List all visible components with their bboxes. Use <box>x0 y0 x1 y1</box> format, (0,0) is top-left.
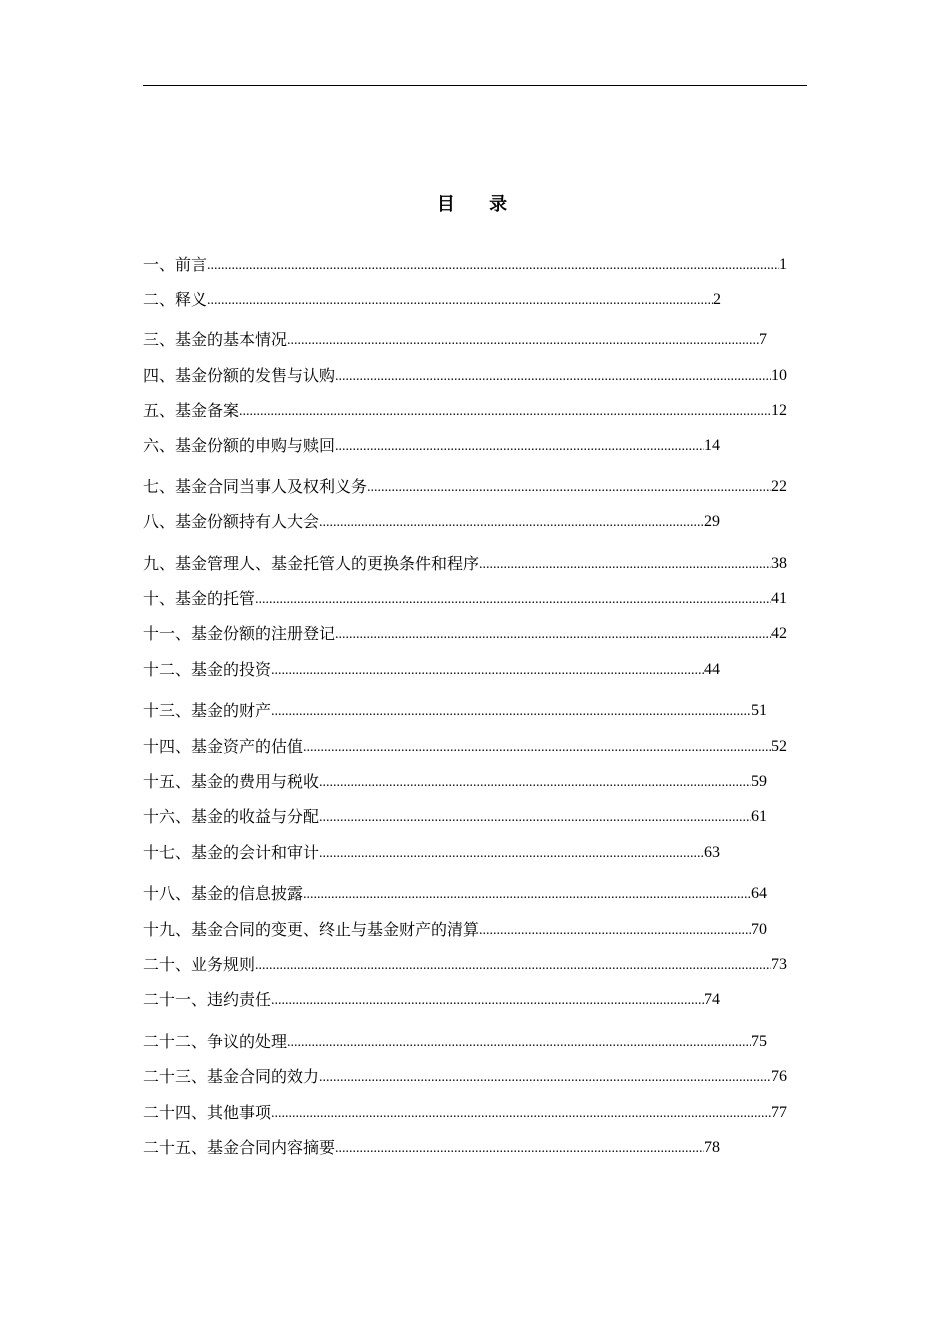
toc-entry[interactable] <box>143 880 767 904</box>
toc-entry[interactable] <box>143 1063 787 1087</box>
toc-entry-label: 二十四、其他事项 <box>143 1103 272 1122</box>
toc-entry-label: 九、基金管理人、基金托管人的更换条件和程序 <box>143 554 480 573</box>
toc-entry[interactable] <box>143 397 787 421</box>
toc-leader <box>319 845 704 863</box>
toc-leader <box>479 922 751 940</box>
toc-leader <box>239 403 771 421</box>
toc-leader <box>319 809 751 827</box>
toc-entry-label: 五、基金备案 <box>143 401 240 420</box>
toc-entry-page: 29 <box>704 513 720 530</box>
toc-entry[interactable] <box>143 508 720 532</box>
toc-entry-page: 77 <box>771 1104 787 1121</box>
toc-entry-page: 12 <box>771 402 787 419</box>
toc-entry-page: 73 <box>771 956 787 973</box>
toc-entry-label: 二十、业务规则 <box>143 955 256 974</box>
toc-entry-label: 一、前言 <box>143 255 208 274</box>
toc-entry-label: 六、基金份额的申购与赎回 <box>143 436 336 455</box>
toc-entry[interactable] <box>143 1099 787 1123</box>
toc-leader <box>335 1140 704 1158</box>
toc-entry-page: 51 <box>751 702 767 719</box>
toc-entry[interactable] <box>143 951 787 975</box>
toc-entry[interactable] <box>143 1028 767 1052</box>
toc-entry-label: 十七、基金的会计和审计 <box>143 843 320 862</box>
toc-entry-label: 二十五、基金合同内容摘要 <box>143 1138 336 1157</box>
toc-entry[interactable] <box>143 473 787 497</box>
toc-entry[interactable] <box>143 839 720 863</box>
toc-entry-page: 2 <box>713 291 721 308</box>
toc-entry-label: 八、基金份额持有人大会 <box>143 512 320 531</box>
toc-leader <box>335 368 771 386</box>
toc-entry-label: 二、释义 <box>143 290 208 309</box>
toc-leader <box>255 591 771 609</box>
toc-entry-label: 十九、基金合同的变更、终止与基金财产的清算 <box>143 920 480 939</box>
toc-leader <box>287 1034 751 1052</box>
toc-entry[interactable] <box>143 768 767 792</box>
toc-leader <box>207 257 779 275</box>
toc-entry[interactable] <box>143 585 787 609</box>
toc-leader <box>303 739 771 757</box>
toc-leader <box>367 479 771 497</box>
toc-entry-page: 10 <box>771 367 787 384</box>
toc-leader <box>287 332 759 350</box>
toc-entry-page: 7 <box>759 331 767 348</box>
toc-entry-page: 22 <box>771 478 787 495</box>
toc-leader <box>303 886 751 904</box>
toc-leader <box>319 774 751 792</box>
toc-entry-label: 三、基金的基本情况 <box>143 330 288 349</box>
toc-entry-page: 52 <box>771 738 787 755</box>
toc-entry[interactable] <box>143 803 767 827</box>
toc-leader <box>479 556 771 574</box>
toc-entry[interactable] <box>143 620 787 644</box>
toc-entry[interactable] <box>143 697 767 721</box>
toc-entry-page: 63 <box>704 844 720 861</box>
toc-entry-page: 64 <box>751 885 767 902</box>
toc-leader <box>271 992 704 1010</box>
toc-entry[interactable] <box>143 362 787 386</box>
header-rule <box>143 85 807 86</box>
toc-leader <box>319 514 704 532</box>
toc-entry-label: 十二、基金的投资 <box>143 660 272 679</box>
toc-entry-label: 十、基金的托管 <box>143 589 256 608</box>
toc-entry-label: 七、基金合同当事人及权利义务 <box>143 477 368 496</box>
toc-entry-page: 1 <box>779 256 787 273</box>
toc-entry-page: 78 <box>704 1139 720 1156</box>
toc-leader <box>335 626 771 644</box>
toc-entry-label: 十六、基金的收益与分配 <box>143 807 320 826</box>
toc-entry[interactable] <box>143 550 787 574</box>
toc-entry-label: 二十三、基金合同的效力 <box>143 1067 320 1086</box>
toc-entry-label: 二十一、违约责任 <box>143 990 272 1009</box>
toc-leader <box>335 438 704 456</box>
toc-entry-label: 四、基金份额的发售与认购 <box>143 366 336 385</box>
toc-entry-page: 75 <box>751 1033 767 1050</box>
toc-entry[interactable] <box>143 432 720 456</box>
toc-entry-page: 76 <box>771 1068 787 1085</box>
toc-entry[interactable] <box>143 326 767 350</box>
toc-entry-page: 14 <box>704 437 720 454</box>
toc-entry[interactable] <box>143 286 721 310</box>
toc-entry-page: 74 <box>704 991 720 1008</box>
toc-entry-label: 二十二、争议的处理 <box>143 1032 288 1051</box>
toc-title: 目 录 <box>436 194 522 215</box>
toc-leader <box>255 957 771 975</box>
toc-entry-label: 十一、基金份额的注册登记 <box>143 624 336 643</box>
toc-entry-page: 61 <box>751 808 767 825</box>
toc-entry[interactable] <box>143 733 787 757</box>
toc-entry-page: 44 <box>704 661 720 678</box>
toc-leader <box>319 1069 771 1087</box>
toc-leader <box>271 703 751 721</box>
toc-entry[interactable] <box>143 916 767 940</box>
toc-entry-page: 38 <box>771 555 787 572</box>
toc-entry[interactable] <box>143 251 787 275</box>
toc-entry[interactable] <box>143 1134 720 1158</box>
toc-entry-page: 70 <box>751 921 767 938</box>
toc-entry-label: 十五、基金的费用与税收 <box>143 772 320 791</box>
toc-entry-label: 十四、基金资产的估值 <box>143 737 304 756</box>
toc-entry-page: 42 <box>771 625 787 642</box>
toc-entry[interactable] <box>143 986 720 1010</box>
toc-entry-label: 十八、基金的信息披露 <box>143 884 304 903</box>
toc-leader <box>207 292 713 310</box>
toc-leader <box>271 662 704 680</box>
toc-entry-page: 41 <box>771 590 787 607</box>
toc-entry[interactable] <box>143 656 720 680</box>
toc-entry-page: 59 <box>751 773 767 790</box>
toc-leader <box>271 1105 771 1123</box>
toc-entry-label: 十三、基金的财产 <box>143 701 272 720</box>
